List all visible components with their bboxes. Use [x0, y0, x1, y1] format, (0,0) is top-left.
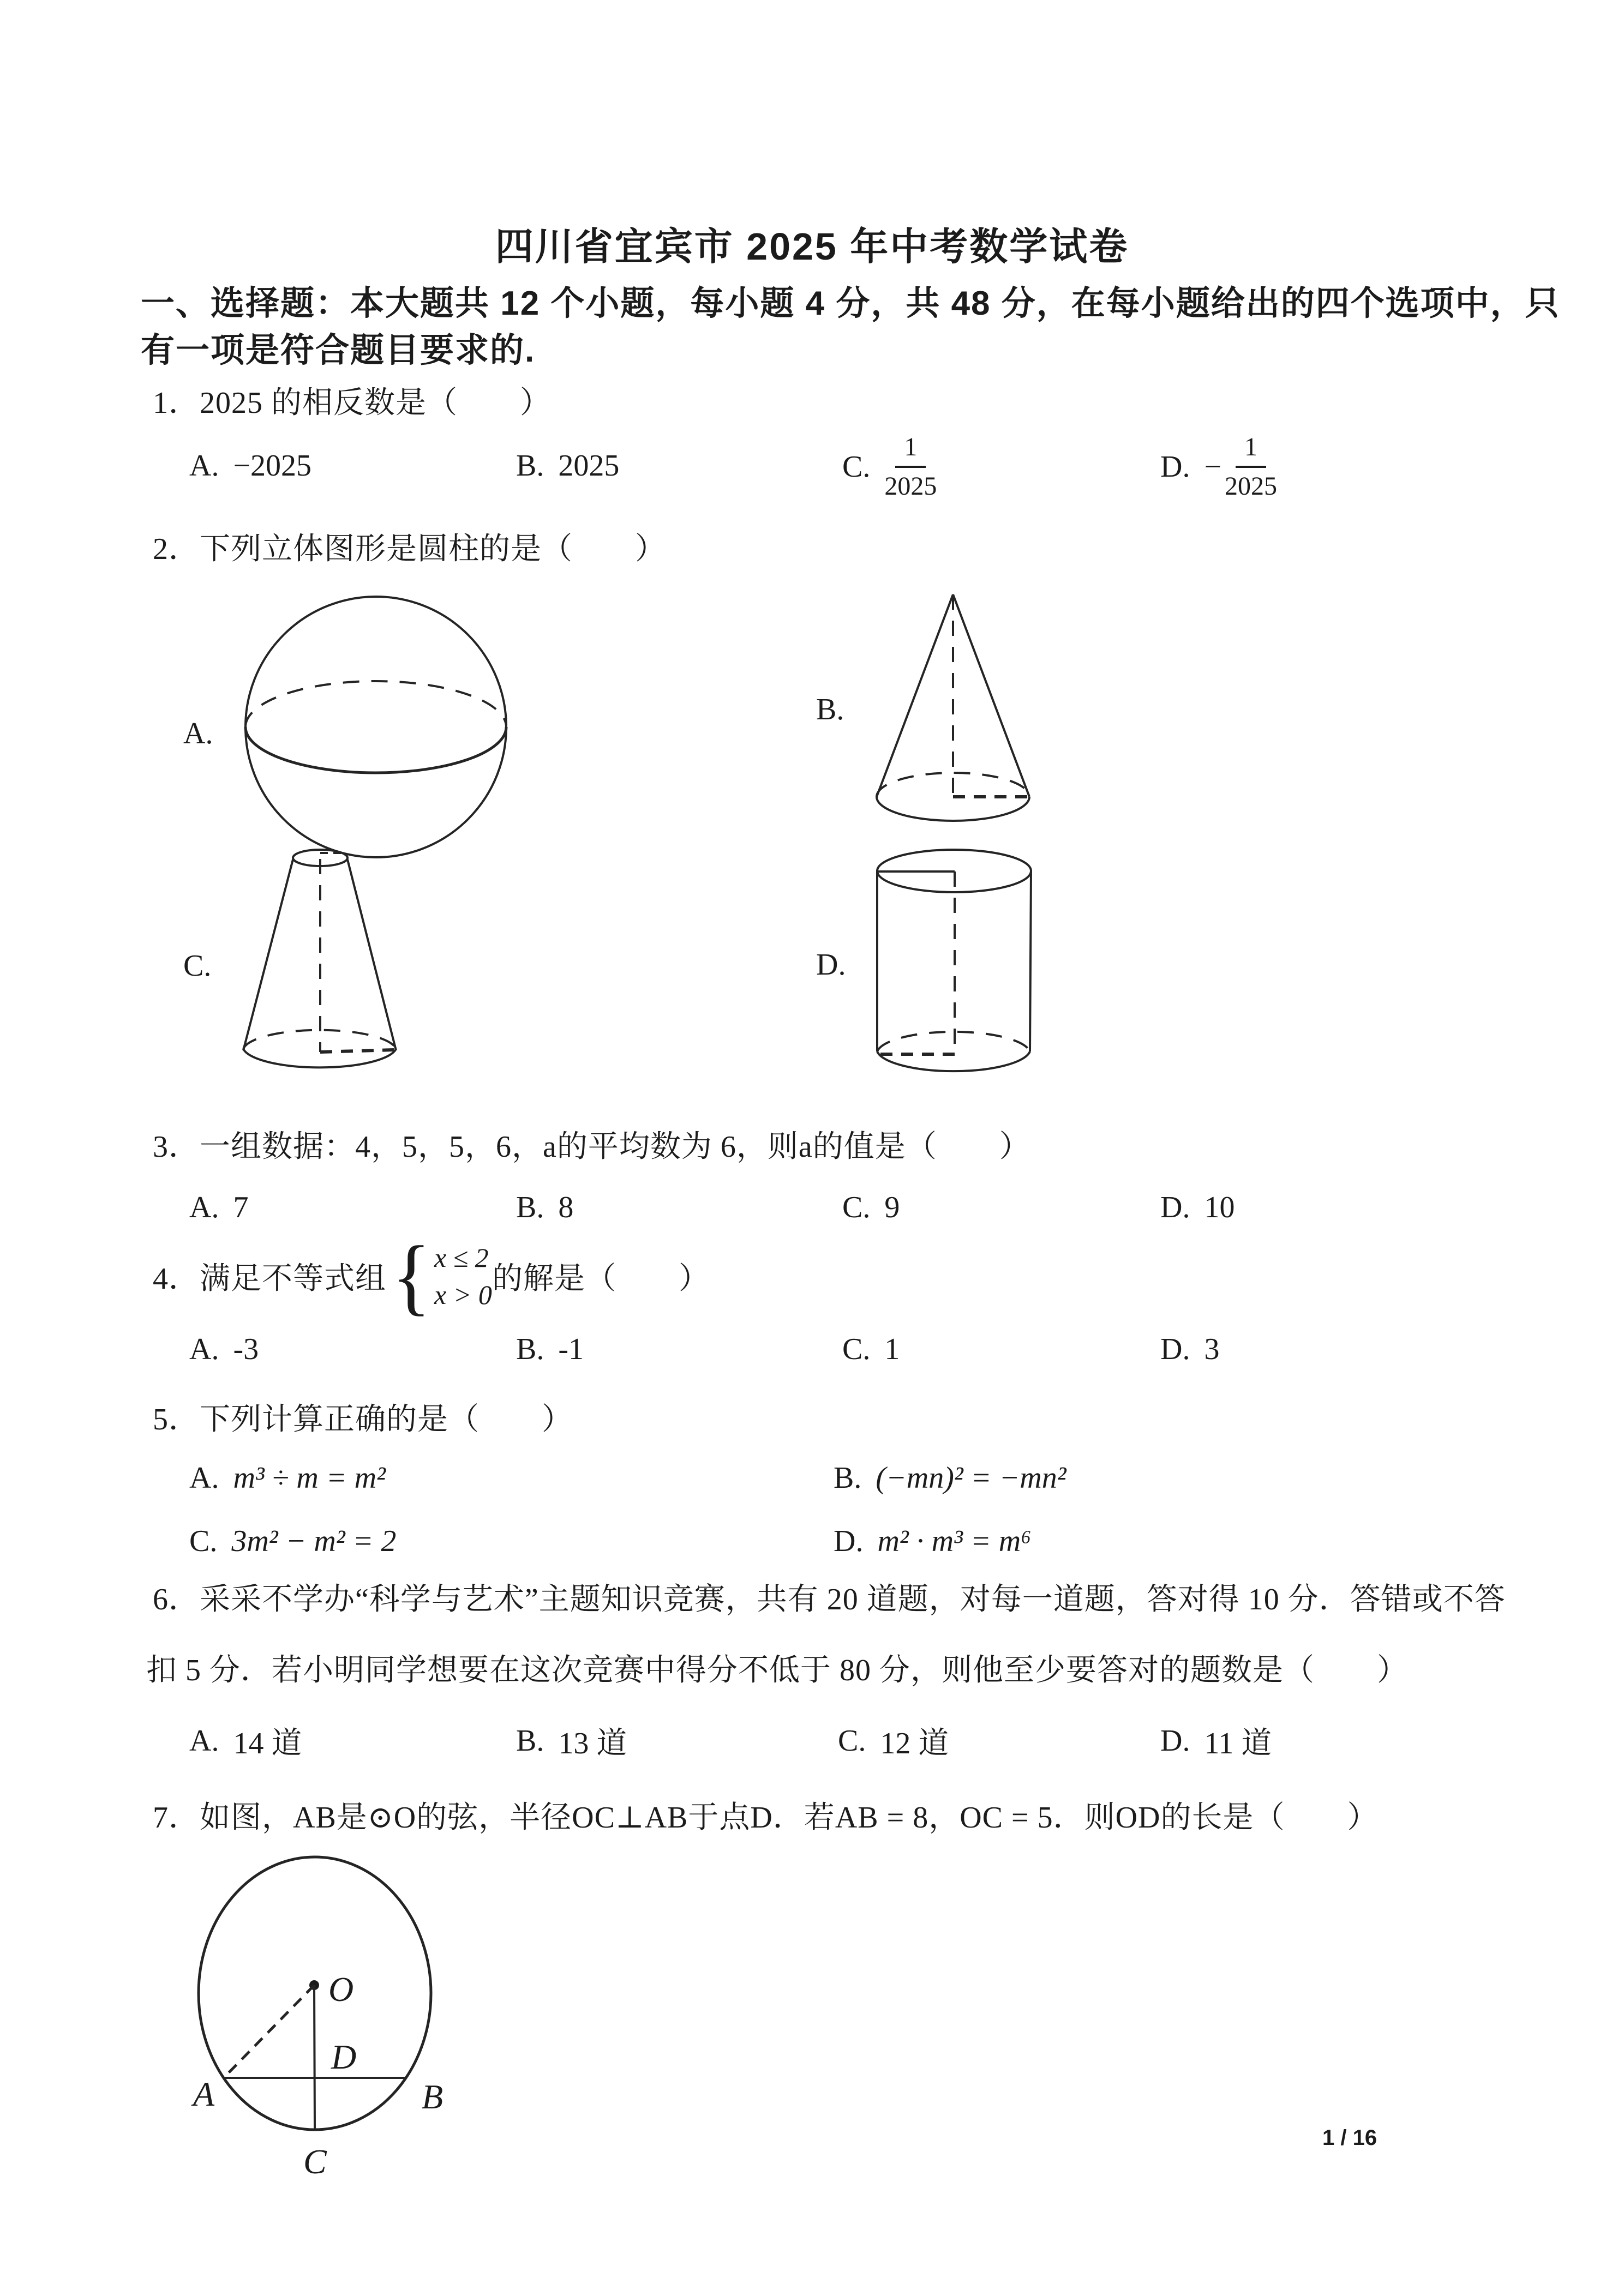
q1-option-d [1160, 430, 1277, 503]
option-text: 8 [558, 1191, 574, 1224]
question-1-stem: 1．2025 的相反数是（ ） [153, 386, 551, 420]
circle-chord-figure [180, 1843, 464, 2192]
question-7-stem: 7．如图，AB是⊙O的弦，半径OC⊥AB于点D．若AB = 8，OC = 5．则OD的长是（ ） [153, 1801, 1379, 1835]
point-label-o: O [328, 1970, 354, 2009]
inequality-top: x ≤ 2 [434, 1242, 489, 1273]
option-label: D. [834, 1524, 864, 1558]
option-text: 13 道 [558, 1727, 627, 1760]
fraction-denominator: 2025 [884, 471, 937, 501]
option-text: -3 [233, 1332, 259, 1366]
option-text: 1 [884, 1332, 900, 1366]
option-formula: 3m² − m² = 2 [231, 1524, 397, 1558]
question-3-stem: 3．一组数据：4，5，5，6，a的平均数为 6，则a的值是（ ） [153, 1130, 1030, 1164]
fraction [1225, 432, 1277, 501]
page-number: 1 / 16 [1322, 2126, 1377, 2150]
option-label: C. [842, 1191, 871, 1224]
option-label: A. [189, 1461, 219, 1495]
sphere-equator-back [245, 681, 506, 727]
option-label: B. [516, 1724, 544, 1758]
fraction [884, 432, 937, 501]
option-formula: (−mn)² = −mn² [876, 1461, 1066, 1495]
point-label-d: D [331, 2037, 357, 2076]
minus-sign: − [1204, 449, 1222, 484]
q1-option-b [516, 448, 619, 483]
question-4-stem [153, 1228, 710, 1324]
point-label-b: B [422, 2077, 444, 2116]
frustum-figure [229, 843, 415, 1077]
cylinder-right-wall [1030, 871, 1031, 1051]
option-label: D. [1160, 1724, 1190, 1758]
fraction-denominator: 2025 [1225, 471, 1278, 501]
frustum-left-side [243, 860, 293, 1050]
q3-option-d [1160, 1190, 1235, 1225]
section-heading-line-1: 一、选择题：本大题共 12 个小题，每小题 4 分，共 48 分，在每小题给出的四个选项中，只 [141, 285, 1560, 322]
question-6-stem-line-2: 扣 5 分．若小明同学想要在这次竞赛中得分不低于 80 分，则他至少要答对的题数是（ ） [146, 1654, 1408, 1687]
option-label: B. [516, 1332, 544, 1366]
point-label-c: C [303, 2142, 327, 2181]
option-text: 14 道 [233, 1727, 302, 1760]
question-6-stem-line-1: 6．采采不学办“科学与艺术”主题知识竞赛，共有 20 道题，对每一道题，答对得 10 分．答错或不答 [153, 1583, 1506, 1616]
option-label: A. [189, 1332, 219, 1366]
page-title: 四川省宜宾市 2025 年中考数学试卷 [495, 225, 1129, 268]
option-label: D. [1160, 1191, 1190, 1224]
option-text: 2025 [558, 449, 620, 483]
option-label: C. [189, 1524, 218, 1558]
option-text: -1 [558, 1332, 584, 1366]
shape-label-c: C. [183, 949, 212, 983]
cone-right-side [953, 594, 1029, 797]
q3-option-c [842, 1190, 900, 1225]
q6-option-b [516, 1719, 627, 1763]
option-label: C. [842, 449, 871, 484]
q5-option-a [189, 1460, 386, 1495]
option-text: 12 道 [880, 1727, 949, 1760]
frustum-base-radius [320, 1050, 394, 1052]
q1-option-c [842, 430, 937, 503]
option-text: 11 道 [1204, 1727, 1272, 1760]
question-5-stem: 5．下列计算正确的是（ ） [153, 1403, 573, 1436]
option-label: C. [838, 1724, 866, 1758]
option-label: A. [189, 1724, 219, 1758]
shape-label-b: B. [816, 693, 844, 726]
option-label: B. [516, 1191, 544, 1224]
sphere-outline [245, 597, 506, 857]
cylinder-figure [870, 843, 1039, 1088]
q4-option-c [842, 1332, 900, 1367]
cone-figure [870, 588, 1039, 828]
frustum-right-side [347, 860, 396, 1050]
option-text: 9 [884, 1191, 900, 1224]
sphere-equator-front [245, 727, 506, 773]
option-formula: m² · m³ = m⁶ [877, 1524, 1032, 1558]
fraction-numerator: 1 [895, 432, 926, 467]
q3-option-b [516, 1190, 573, 1225]
option-label: B. [834, 1461, 862, 1495]
option-label: D. [1160, 449, 1190, 484]
q4-stem-prefix: 4．满足不等式组 [153, 1262, 386, 1296]
point-label-a: A [193, 2075, 215, 2113]
question-2-stem: 2．下列立体图形是圆柱的是（ ） [153, 532, 666, 566]
option-text: −2025 [233, 449, 312, 483]
q5-option-c [189, 1524, 396, 1559]
q5-option-b [834, 1460, 1066, 1495]
option-label: A. [189, 449, 219, 483]
negative-fraction [1204, 432, 1277, 501]
fraction-numerator: 1 [1236, 432, 1266, 467]
radius-oc-line [314, 1985, 315, 2130]
q1-option-a [189, 448, 311, 483]
cone-left-side [877, 594, 953, 797]
shape-label-d: D. [816, 948, 846, 982]
option-text: 10 [1204, 1191, 1235, 1224]
q5-option-d [834, 1524, 1032, 1559]
inequality-system [434, 1239, 492, 1313]
q4-stem-suffix: 的解是（ ） [492, 1262, 710, 1296]
option-text: 7 [233, 1191, 249, 1224]
option-label: A. [189, 1191, 219, 1224]
option-label: C. [842, 1332, 871, 1366]
inequality-bottom: x > 0 [434, 1279, 492, 1310]
option-label: B. [516, 449, 544, 483]
system-brace: { [392, 1228, 431, 1324]
option-formula: m³ ÷ m = m² [233, 1461, 386, 1495]
dashed-oa-line [224, 1985, 314, 2078]
q6-option-d [1160, 1719, 1272, 1763]
q4-option-b [516, 1332, 584, 1367]
q4-option-d [1160, 1332, 1219, 1367]
option-text: 3 [1204, 1332, 1220, 1366]
q4-option-a [189, 1332, 259, 1367]
option-label: D. [1160, 1332, 1190, 1366]
sphere-figure [240, 591, 513, 864]
q3-option-a [189, 1190, 248, 1225]
cone-base-front [877, 797, 1029, 821]
section-heading-line-2: 有一项是符合题目要求的. [141, 332, 536, 369]
shape-label-a: A. [183, 717, 213, 750]
q6-option-a [189, 1719, 302, 1763]
q6-option-c [838, 1719, 949, 1763]
